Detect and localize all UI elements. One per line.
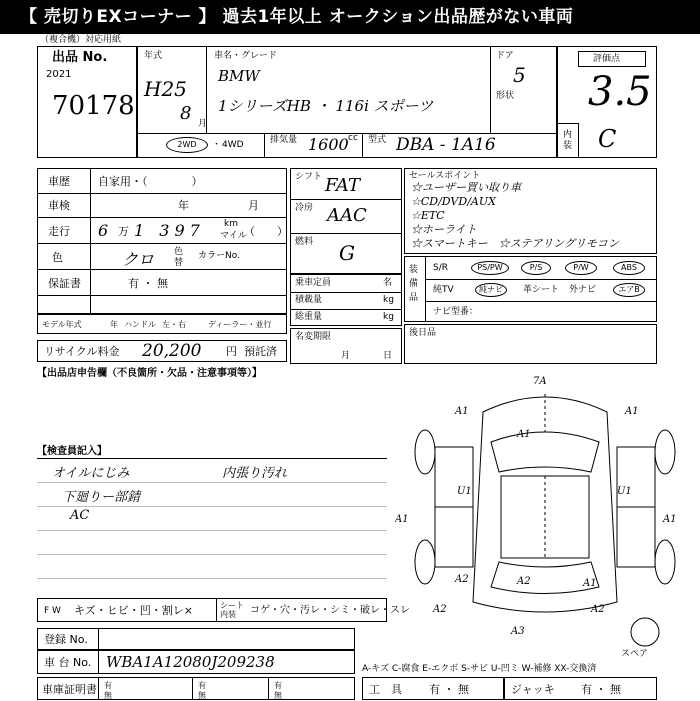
- warranty-label: 保証書: [48, 277, 81, 290]
- sales-points-label: セールスポイント: [409, 171, 481, 181]
- tools-value: 有 ・ 無: [429, 683, 469, 696]
- recycle-unit: 円: [226, 345, 237, 358]
- seller-report-label: 【出品店申告欄（不良箇所・欠品・注意事項等）】: [37, 368, 262, 379]
- doors-label: ドア: [496, 51, 514, 61]
- mileage-unit-km: km: [224, 219, 238, 229]
- model-year-year: 年: [110, 320, 118, 329]
- name-change-label: 名変期限: [295, 332, 332, 342]
- header-note: （複合機）対応用紙: [40, 35, 122, 45]
- lot-label: 出品 No.: [52, 50, 108, 65]
- drive-sep: ・: [212, 140, 222, 150]
- history-value: 自家用・（ ）: [98, 175, 203, 188]
- equip-abs: ABS: [613, 261, 645, 275]
- inspector-line-3: AC: [70, 508, 90, 523]
- cert-opt-6: 無: [274, 691, 282, 700]
- shape-label: 形状: [496, 91, 515, 101]
- mark-6: U1: [617, 486, 632, 497]
- mark-7: A1: [395, 514, 409, 525]
- lot-year-tag: 2021: [46, 69, 72, 80]
- chassis-type-value: DBA - 1A16: [396, 135, 496, 155]
- tools-box: [362, 677, 504, 700]
- sales-point-4: ☆ホーライト: [411, 223, 477, 236]
- chassis-type-label: 型式: [368, 135, 387, 145]
- warranty-value: 有 ・ 無: [128, 277, 168, 290]
- tools-label: 工 具: [369, 683, 402, 696]
- equip-airbag: エアB: [613, 283, 645, 297]
- spare-label: スペア: [621, 649, 649, 659]
- score-label: 評価点: [593, 54, 621, 64]
- cert-opt-1: 有: [104, 681, 112, 690]
- sales-point-2: ☆CD/DVD/AUX: [411, 195, 496, 208]
- recycle-label: リサイクル料金: [44, 345, 120, 358]
- history-label: 車歴: [48, 175, 70, 188]
- mark-14: A1: [583, 578, 597, 589]
- load-unit: kg: [383, 295, 394, 305]
- capacity-label: 乗車定員: [295, 278, 332, 288]
- car-damage-diagram: [395, 372, 695, 662]
- cert-opt-3: 有: [198, 681, 206, 690]
- info-box-top: [137, 46, 557, 158]
- inspector-label: 【検査員記入】: [37, 446, 107, 457]
- inspector-right-note: 内張り汚れ: [222, 466, 288, 481]
- wheel-fl: [415, 430, 435, 474]
- model-year-box: [37, 314, 287, 334]
- wheel-rr: [655, 540, 675, 584]
- wheel-rl: [415, 540, 435, 584]
- equip-ps: P/S: [521, 261, 551, 275]
- name-change-box: [290, 328, 402, 364]
- year-label: 年式: [144, 51, 163, 61]
- mark-5: U1: [457, 486, 472, 497]
- displacement-label: 排気量: [270, 135, 298, 145]
- year-month: 8: [180, 103, 192, 124]
- mileage-man: 6: [98, 221, 109, 240]
- wheel-fr: [655, 430, 675, 474]
- cert-opt-5: 有: [274, 681, 282, 690]
- mark-13: A2: [591, 604, 605, 615]
- equip-ps-pw: PS/PW: [471, 261, 509, 275]
- equipment-label: 装備品: [409, 265, 419, 303]
- displacement-value: 1600: [308, 135, 349, 154]
- equip-sr: S/R: [433, 263, 448, 273]
- registration-box: [37, 628, 355, 650]
- legend-fw-items: キズ・ヒビ・凹・割レ×: [74, 604, 193, 617]
- drive-4wd: 4WD: [222, 140, 244, 150]
- equip-tv: 純TV: [433, 285, 454, 295]
- legend-row: [37, 598, 410, 622]
- mileage-label: 走行: [48, 225, 70, 238]
- legend-seat-items: コゲ・穴・汚レ・シミ・破レ・スレ: [250, 605, 410, 616]
- legend-seat: シート内装: [220, 601, 244, 619]
- sales-point-5: ☆スマートキー ☆ステアリングリモコン: [411, 237, 619, 250]
- sales-points-box: [404, 168, 657, 254]
- equip-ext-nav: 外ナビ: [569, 285, 597, 295]
- equip-leather: 革シート: [523, 285, 560, 295]
- mark-2: A1: [455, 406, 469, 417]
- inspection-label: 車検: [48, 199, 70, 212]
- vin-box: [37, 650, 355, 674]
- doors-value: 5: [513, 63, 526, 87]
- mark-8: A1: [663, 514, 677, 525]
- cert-opt-4: 無: [198, 691, 206, 700]
- load-label: 積載量: [295, 295, 323, 305]
- interior-label: 内装: [563, 130, 573, 151]
- mark-11: A2: [517, 576, 531, 587]
- inspection-year: 年: [178, 199, 189, 212]
- mech-box: [290, 168, 402, 274]
- model-year-label: モデル年式: [42, 320, 82, 329]
- lot-number: 70178: [52, 91, 135, 121]
- displacement-unit: cc: [348, 133, 358, 143]
- capacity-unit: 名: [383, 278, 393, 288]
- mileage-unit-mile: マイル: [220, 231, 247, 241]
- name-change-day: 日: [383, 351, 393, 361]
- recycle-box: [37, 340, 287, 362]
- registration-label: 登録 No.: [44, 633, 88, 646]
- color-label: 色: [52, 251, 63, 264]
- handle-value: 左・右: [162, 320, 186, 329]
- jack-label: ジャッキ: [511, 683, 555, 696]
- cert-label: 車庫証明書: [42, 683, 97, 696]
- dealer-label: ディーラー・並行: [208, 320, 272, 329]
- mark-4: A1: [517, 429, 531, 440]
- sales-point-3: ☆ETC: [411, 209, 445, 222]
- weight-unit: kg: [383, 312, 394, 322]
- spare-tire: [631, 618, 659, 646]
- vin-value: WBA1A12080J209238: [106, 653, 275, 671]
- ac-value: AAC: [327, 205, 367, 226]
- handle-label: ハンドル: [124, 320, 156, 329]
- later-items-label: 後日品: [409, 328, 437, 338]
- mark-3: A1: [625, 406, 639, 417]
- capacity-box: [290, 274, 402, 326]
- color-repaint: 色替: [174, 247, 184, 268]
- score-box: [557, 46, 657, 158]
- legend-fw: F W: [44, 606, 61, 616]
- inspection-month: 月: [248, 199, 259, 212]
- cert-box: [37, 677, 355, 700]
- equip-pw: P/W: [565, 261, 597, 275]
- nav-model-label: ナビ型番：: [433, 307, 479, 317]
- fuel-value: G: [339, 241, 355, 265]
- mileage-man-unit: 万: [118, 225, 129, 238]
- ac-label: 冷房: [295, 203, 314, 213]
- equipment-box: [404, 256, 657, 322]
- damage-legend: A-キズ C-腐食 E-エクボ S-サビ U-凹ミ W-補修 XX-交換済: [362, 664, 597, 674]
- jack-box: [504, 677, 657, 700]
- recycle-status: 預託済: [244, 345, 277, 358]
- banner-title: 【 売切りEXコーナー 】 過去1年以上 オークション出品歴がない車両: [0, 0, 700, 34]
- cert-opt-2: 無: [104, 691, 112, 700]
- mark-front: 7A: [533, 376, 547, 387]
- mark-12: A3: [511, 626, 525, 637]
- car-windshield: [491, 432, 599, 472]
- interior-grade: C: [598, 125, 617, 153]
- sales-point-1: ☆ユーザー買い取り車: [411, 181, 521, 194]
- later-items-box: [404, 324, 657, 364]
- weight-label: 総重量: [295, 312, 323, 322]
- equip-nav: 純ナビ: [475, 283, 507, 297]
- inspector-line-2: 下廻りー部錆: [62, 490, 141, 505]
- inspector-line-1: オイルにじみ: [52, 466, 130, 481]
- shift-label: シフト: [295, 172, 323, 182]
- color-value: クロ: [122, 250, 155, 269]
- vin-label: 車 台 No.: [44, 656, 92, 669]
- color-no-label: カラーNo.: [198, 251, 240, 261]
- score-value: 3.5: [588, 69, 652, 115]
- shift-value: FAT: [325, 175, 360, 196]
- model-label: 車名・グレード: [214, 51, 278, 61]
- lot-box: [37, 46, 137, 158]
- recycle-value: 20,200: [142, 341, 202, 361]
- year-value: H25: [144, 77, 187, 101]
- mark-9: A2: [433, 604, 447, 615]
- year-month-unit: 月: [198, 119, 208, 129]
- drive-2wd-circle: 2WD: [166, 137, 208, 153]
- model-make: BMW: [218, 67, 260, 85]
- mileage-rest: 1 397: [134, 221, 205, 240]
- mark-10: A2: [455, 574, 469, 585]
- details-box: [37, 168, 287, 314]
- name-change-month: 月: [341, 351, 351, 361]
- fuel-label: 燃料: [295, 237, 314, 247]
- model-grade: 1シリーズHB ・ 116i スポーツ: [218, 97, 434, 115]
- jack-value: 有 ・ 無: [581, 683, 621, 696]
- mileage-paren: （ ）: [244, 225, 288, 238]
